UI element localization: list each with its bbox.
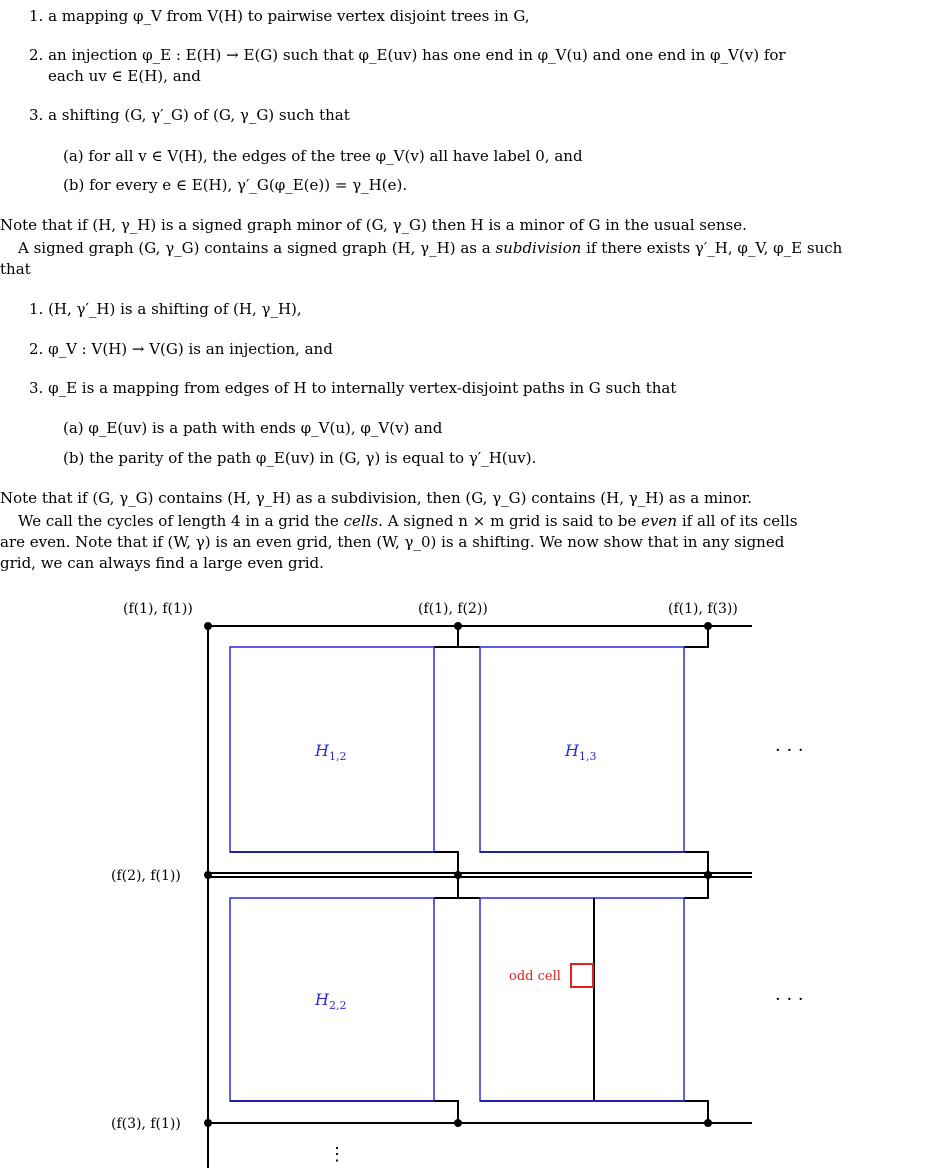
subdivision-item-3: 3. φ_E is a mapping from edges of H to internally vertex-disjoint paths in G such that (29, 379, 677, 397)
vertex-f13 (704, 622, 712, 630)
cells-text-a: We call the cycles of length 4 in a grid the (18, 512, 339, 530)
vertex-f21 (204, 871, 212, 879)
subdivision-text-a: A signed graph (G, γ_G) contains a signed graph (H, γ_H) as a (18, 239, 491, 257)
ellipsis-row2: · · · (775, 989, 804, 1010)
subdivision-item-2: 2. φ_V : V(H) → V(G) is an injection, and (29, 340, 333, 358)
note-subdivision: Note that if (G, γ_G) contains (H, γ_H) as a subdivision, then (G, γ_G) contains (H, γ_H) as a minor. (0, 489, 753, 507)
subdivision-term: subdivision (495, 239, 582, 257)
note-minor: Note that if (H, γ_H) is a signed graph minor of (G, γ_G) then H is a minor of G in the usual sense. (0, 216, 747, 234)
label-odd-cell: odd cell (509, 969, 561, 984)
even-term: even (641, 512, 678, 530)
inner-path (594, 898, 684, 1101)
sub-item-3a: (a) for all v ∈ V(H), the edges of the tree φ_V(v) all have label 0, and (63, 147, 583, 165)
sub-item-3b: (b) for every e ∈ E(H), γ′_G(φ_E(e)) = γ_H(e). (63, 176, 408, 194)
label-f13: (f(1), f(3)) (668, 601, 738, 617)
vertex-f12 (454, 622, 462, 630)
cells-term: cells (343, 512, 379, 530)
vertex-f11 (204, 622, 212, 630)
cells-paragraph-line2: are even. Note that if (W, γ) is an even grid, then (W, γ_0) is a shifting. We now show that in any signed (0, 533, 785, 551)
ellipsis-down: ⋮ (328, 1144, 346, 1165)
subdivision-text-b: if there exists γ′_H, φ_V, φ_E such (586, 239, 843, 257)
subdivision-item-1: 1. (H, γ′_H) is a shifting of (H, γ_H), (29, 300, 302, 318)
connector-1 (458, 626, 480, 647)
label-h13: $H_{1,3}$ (565, 741, 597, 763)
label-h12: $H_{1,2}$ (315, 741, 347, 763)
block-h23 (480, 898, 684, 1101)
label-f11: (f(1), f(1)) (123, 601, 193, 617)
cells-text-b: . A signed n × m grid is said to be (378, 512, 637, 530)
odd-cell-marker (571, 964, 593, 987)
connector-6 (458, 877, 480, 898)
vertex-f23 (704, 871, 712, 879)
list-item-1: 1. a mapping φ_V from V(H) to pairwise vertex disjoint trees in G, (29, 7, 530, 25)
cells-text-c: if all of its cells (681, 512, 798, 530)
label-f12: (f(1), f(2)) (418, 601, 488, 617)
subdivision-definition-cont: that (0, 260, 31, 278)
subdivision-sub-3b: (b) the parity of the path φ_E(uv) in (G, γ) is equal to γ′_H(uv). (63, 449, 537, 467)
label-f21: (f(2), f(1)) (111, 868, 181, 884)
list-item-2-line2: each uv ∈ E(H), and (48, 67, 201, 85)
label-h22: $H_{2,2}$ (315, 990, 347, 1012)
vertices (204, 622, 712, 1127)
connector-4 (230, 852, 458, 873)
list-item-2-line1: 2. an injection φ_E : E(H) → E(G) such that φ_E(uv) has one end in φ_V(u) and one end in φ_V(v) for (29, 46, 786, 64)
connector-5 (480, 852, 708, 873)
vertex-f31 (204, 1119, 212, 1127)
cells-paragraph-line3: grid, we can always find a large even grid. (0, 554, 324, 572)
list-item-3: 3. a shifting (G, γ′_G) of (G, γ_G) such that (29, 106, 350, 124)
vertex-f33 (704, 1119, 712, 1127)
vertex-f22 (454, 871, 462, 879)
vertex-f32 (454, 1119, 462, 1127)
connector-3 (684, 626, 708, 647)
ellipsis-row1: · · · (775, 740, 804, 761)
connector-8 (684, 877, 708, 898)
connector-9 (230, 1101, 458, 1123)
subdivision-sub-3a: (a) φ_E(uv) is a path with ends φ_V(u), φ_V(v) and (63, 419, 443, 437)
label-f31: (f(3), f(1)) (111, 1116, 181, 1132)
connector-10 (480, 1101, 708, 1123)
